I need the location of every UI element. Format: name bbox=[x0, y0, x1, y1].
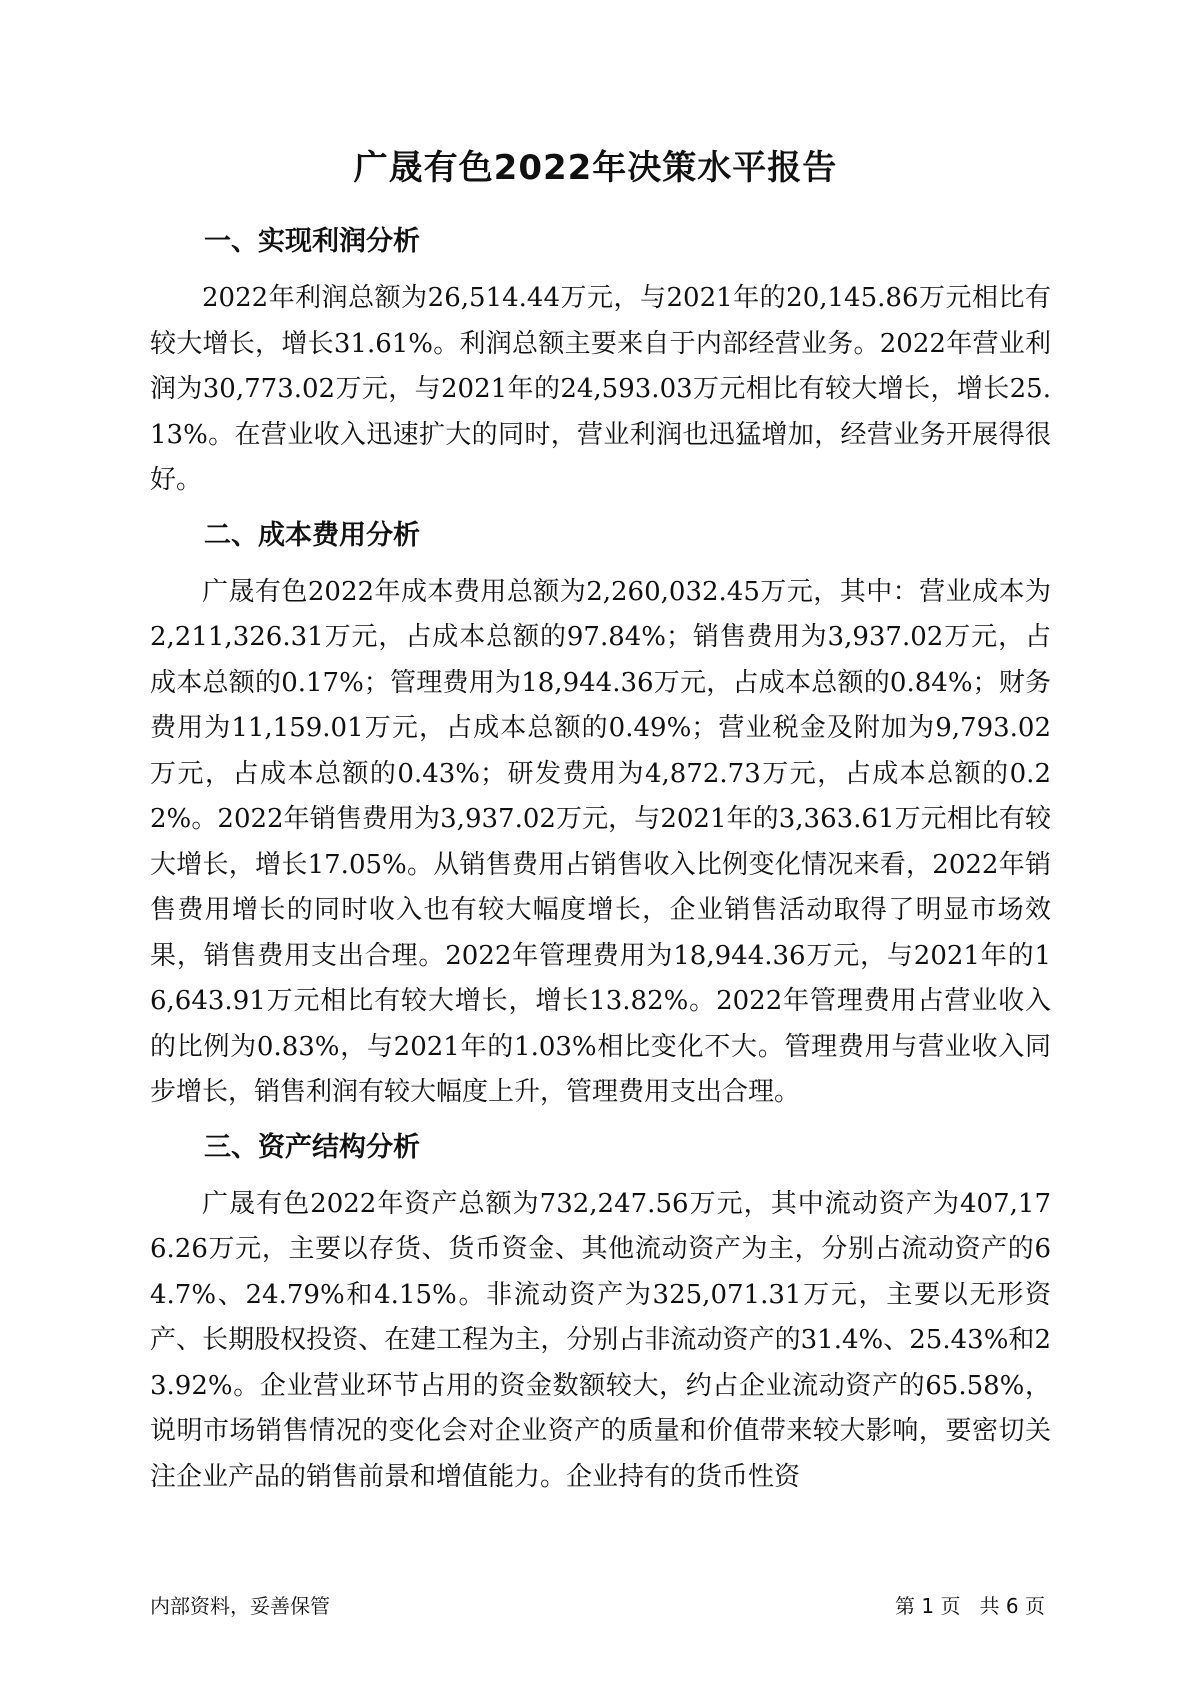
section-heading-assets: 三、资产结构分析 bbox=[204, 1131, 420, 1163]
section-paragraph-assets: 广晟有色2022年资产总额为732,247.56万元，其中流动资产为407,176.26万元，主要以存货、货币资金、其他流动资产为主，分别占流动资产的64.7%、24.79%和4.15%。非流动资产为325,071.31万元，主要以无形资产、长期股权投资、在建工程为主，分别占非流动资产的31.4%、25.43%和23.92%。企业营业环节占用的资金数额较大，约占企业流动资产的65.58%，说明市场销售情况的变化会对企业资产的质量和价值带来较大影响，要密切关注企业产品的销售前景和增值能力。企业持有的货币性资 bbox=[150, 1188, 1051, 1492]
section-paragraph-cost: 广晟有色2022年成本费用总额为2,260,032.45万元，其中：营业成本为2,211,326.31万元，占成本总额的97.84%；销售费用为3,937.02万元，占成本总额的0.17%；管理费用为18,944.36万元，占成本总额的0.84%；财务费用为11,159.01万元，占成本总额的0.49%；营业税金及附加为9,793.02万元，占成本总额的0.43%；研发费用为4,872.73万元，占成本总额的0.22%。2022年销售费用为3,937.02万元，与2021年的3,363.61万元相比有较大增长，增长17.05%。从销售费用占销售收入比例变化情况来看，2022年销售费用增长的同时收入也有较大幅度增长，企业销售活动取得了明显市场效果，销售费用支出合理。2022年管理费用为18,944.36万元，与2021年的16,643.91万元相比有较大增长，增长13.82%。2022年管理费用占营业收入的比例为0.83%，与2021年的1.03%相比变化不大。管理费用与营业收入同步增长，销售利润有较大幅度上升，管理费用支出合理。 bbox=[150, 576, 1051, 1107]
footer-confidential-note: 内部资料，妥善保管 bbox=[150, 1594, 330, 1618]
document-body bbox=[150, 222, 1051, 1512]
section-heading-cost: 二、成本费用分析 bbox=[204, 519, 420, 551]
section-heading-profit: 一、实现利润分析 bbox=[204, 226, 420, 257]
section-paragraph-profit: 2022年利润总额为26,514.44万元，与2021年的20,145.86万元相比有较大增长，增长31.61%。利润总额主要来自于内部经营业务。2022年营业利润为30,773.02万元，与2021年的24,593.03万元相比有较大增长，增长25.13%。在营业收入迅速扩大的同时，营业利润也迅猛增加，经营业务开展得很好。 bbox=[150, 283, 1051, 495]
document-title: 广晟有色2022年决策水平报告 bbox=[353, 148, 838, 188]
footer-page-number: 第 1 页 共 6 页 bbox=[895, 1594, 1045, 1618]
